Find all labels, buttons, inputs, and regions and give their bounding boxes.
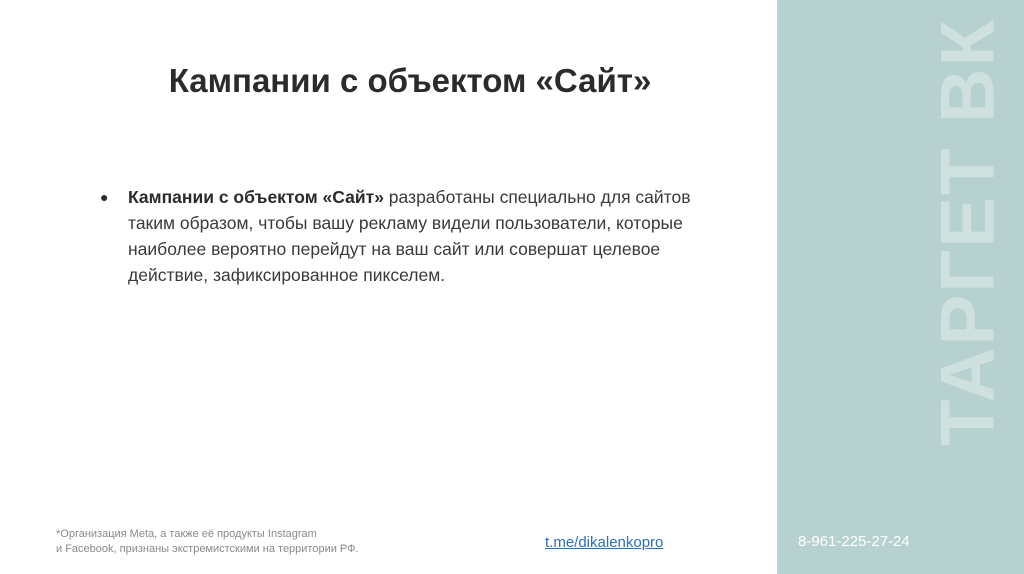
phone-number: 8-961-225-27-24: [798, 533, 910, 550]
footnote-line-2: и Facebook, признаны экстремистскими на территории РФ.: [56, 543, 359, 555]
slide-title: Кампании с объектом «Сайт»: [168, 62, 652, 99]
footnote-line-1: *Организация Meta, а также её продукты Instagram: [56, 528, 317, 540]
bullet-text: [128, 184, 740, 288]
bullet-list: [100, 184, 740, 288]
bullet-dot-icon: ●: [100, 189, 109, 205]
list-item: [100, 184, 740, 288]
side-panel-vertical-title: ТАРГЕТ ВК: [925, 18, 1011, 446]
footnote: [56, 527, 359, 557]
telegram-link[interactable]: t.me/dikalenkopro: [545, 534, 664, 551]
bullet-regular-text: разработаны специально для сайтов таким образом, чтобы вашу рекламу видели пользователи, которые наиболее вероятно перейдут на ваш сайт или совершат целевое действие, зафиксированное пикселем.: [128, 187, 691, 285]
bullet-bold-text: Кампании с объектом «Сайт»: [128, 187, 384, 207]
